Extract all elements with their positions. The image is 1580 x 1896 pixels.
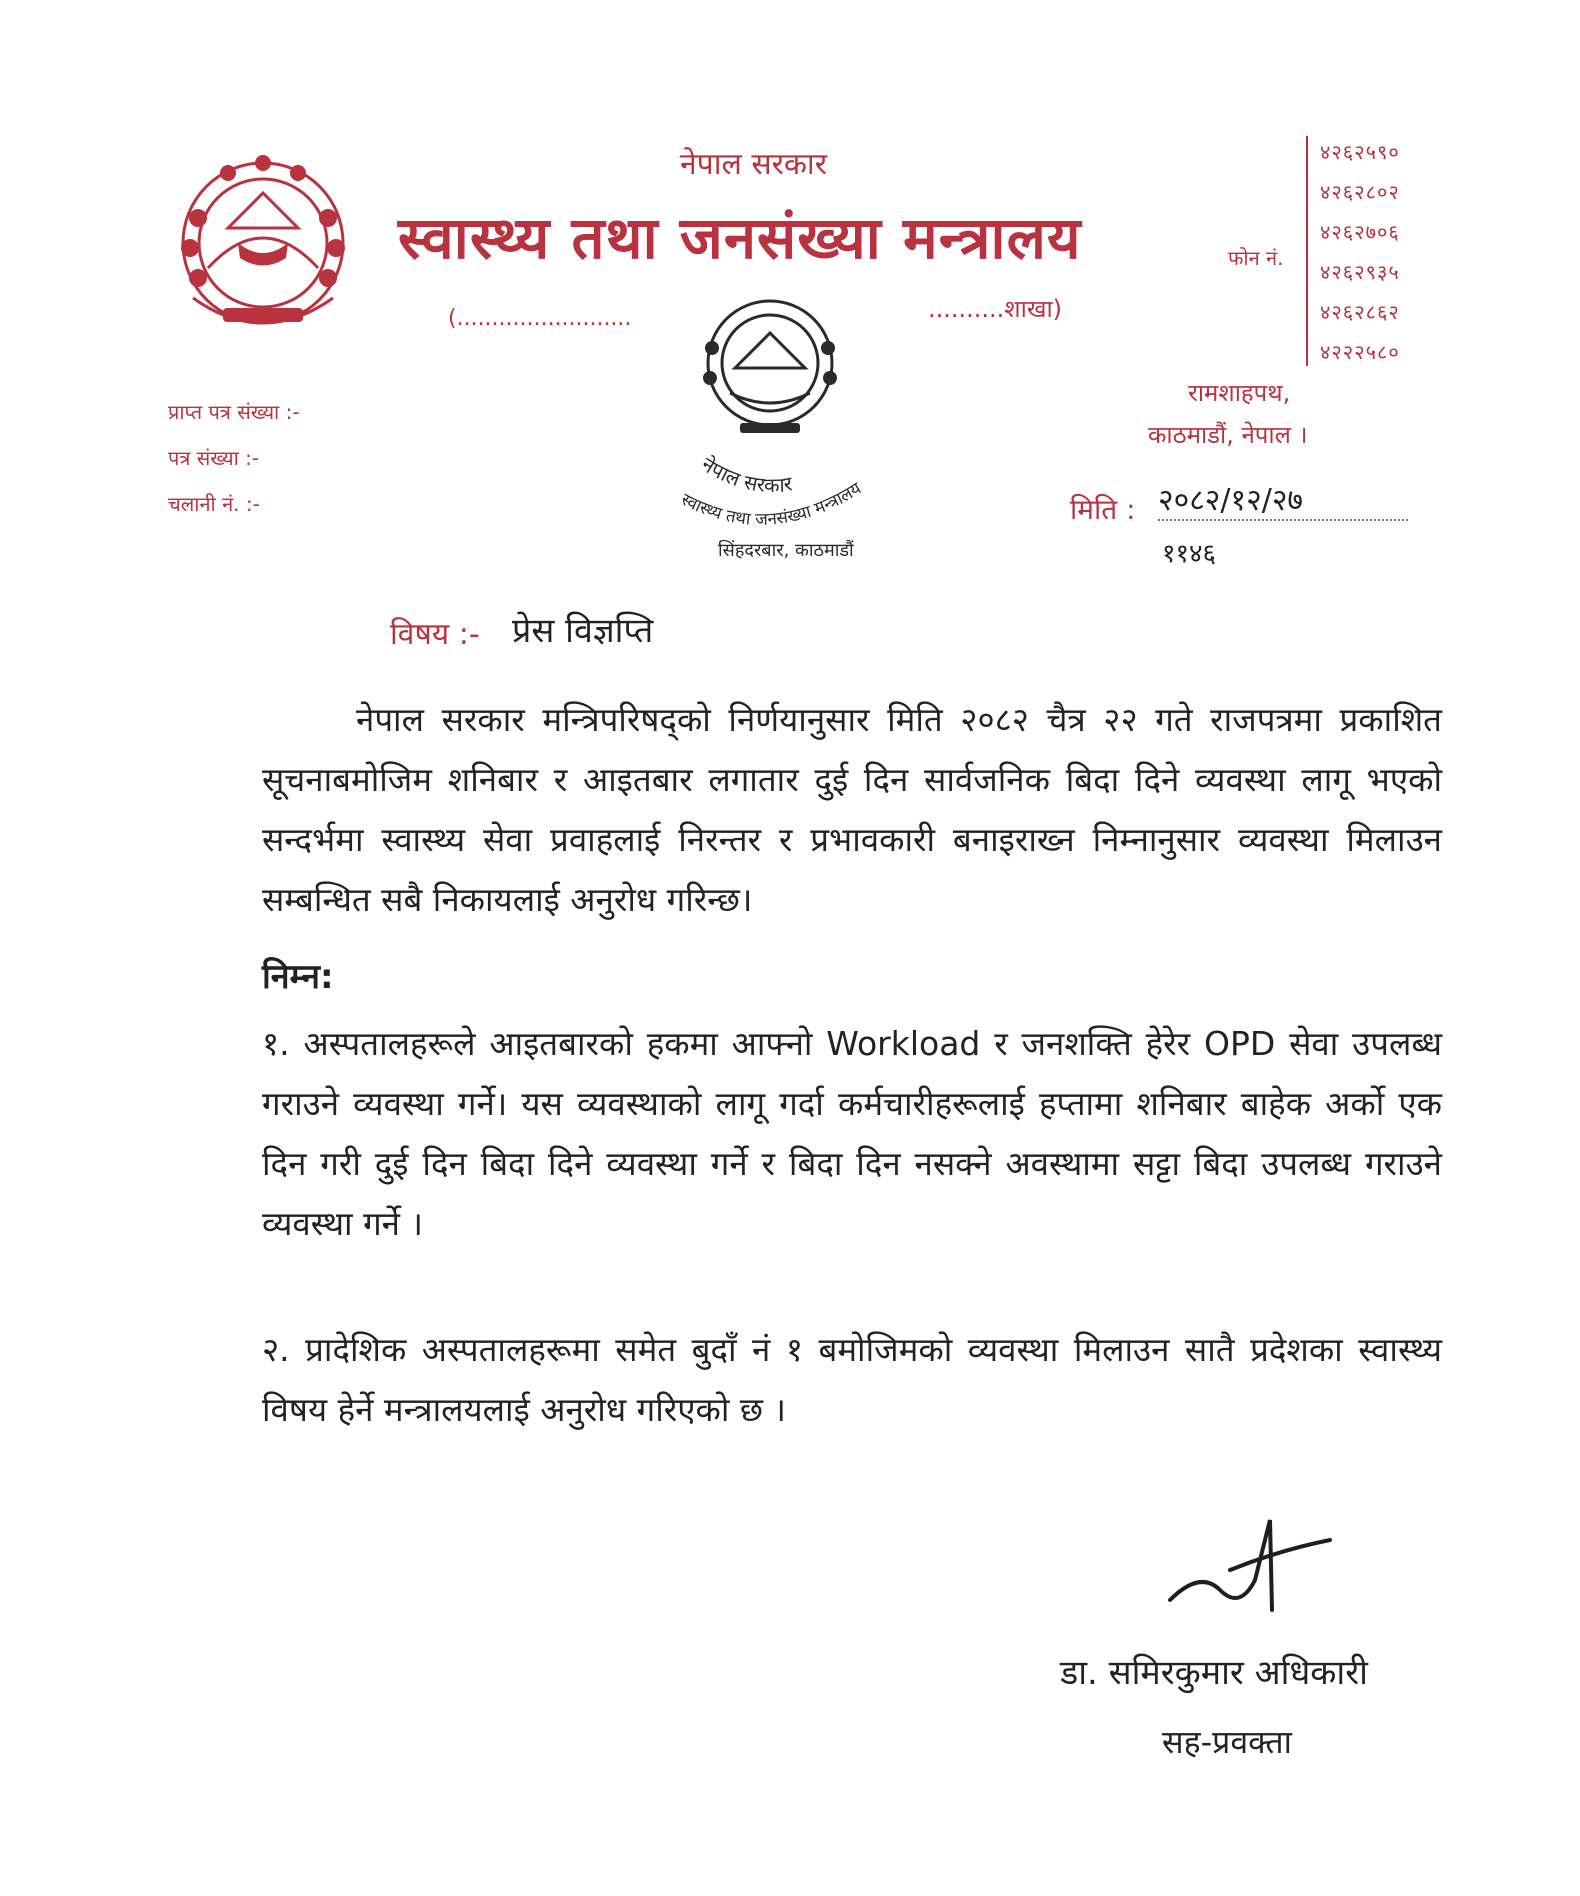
point-1: १. अस्पतालहरूले आइतबारको हकमा आफ्नो Workload र जनशक्ति हेरेर OPD सेवा उपलब्ध गराउने व्यवस्था गर्ने। यस व्यवस्थाको लागू गर्दा कर्मचारीहरूलाई हप्तामा शनिबार बाहेक अर्को एक दिन गरी दुई दिन बिदा दिने व्यवस्था गर्ने र बिदा दिन नसक्ने अवस्थामा सट्टा बिदा उपलब्ध गराउने व्यवस्था गर्ने ।: [262, 1024, 1442, 1243]
address-line-2: काठमाडौं, नेपाल ।: [1148, 421, 1308, 449]
phone-number: ४२६२८६२: [1320, 300, 1400, 324]
phone-number: ४२६२७०६: [1320, 220, 1400, 244]
signature-icon: [1160, 1510, 1340, 1620]
branch-field-right: ..........शाखा): [928, 295, 1063, 323]
date-value: २०८२/१२/२७: [1158, 478, 1408, 521]
dispatch-value: ११४६: [1162, 539, 1217, 569]
point-2: २. प्रादेशिक अस्पतालहरूमा समेत बुदाँ नं १ बमोजिमको व्यवस्था मिलाउन सातै प्रदेशका स्वास्थ्य विषय हेर्ने मन्त्रालयलाई अनुरोध गरिएको छ ।: [262, 1330, 1442, 1429]
ministry-name: स्वास्थ्य तथा जनसंख्या मन्त्रालय: [398, 204, 1082, 272]
signatory-title: सह-प्रवक्ता: [1162, 1723, 1292, 1761]
phone-number: ४२६२८०२: [1320, 180, 1400, 204]
date-label: मिति :: [1070, 493, 1136, 526]
phone-number: ४२२२५८०: [1320, 340, 1400, 364]
letter-number: पत्र संख्या :-: [168, 446, 260, 470]
address-line-1: रामशाहपथ,: [1188, 379, 1291, 407]
seal-line-3: सिंहदरबार, काठमाडौं: [718, 540, 854, 561]
phone-divider: [1306, 136, 1418, 366]
signatory-name: डा. समिरकुमार अधिकारी: [1060, 1653, 1368, 1693]
subject-label: विषय :-: [390, 617, 480, 652]
subject-text: प्रेस विज्ञप्ति: [512, 611, 654, 651]
phone-label: फोन नं.: [1228, 246, 1284, 270]
nepal-emblem-icon: [168, 148, 358, 343]
dispatch-number: चलानी नं. :-: [168, 492, 260, 516]
ministry-seal-icon: [640, 288, 930, 568]
phone-number: ४२६२९३५: [1320, 260, 1400, 284]
list-heading: निम्न:: [262, 957, 334, 997]
seal-line-1: नेपाल सरकार: [697, 451, 794, 498]
branch-field-left: (.........................: [448, 306, 632, 331]
phone-number: ४२६२५९०: [1320, 140, 1400, 164]
intro-paragraph: नेपाल सरकार मन्त्रिपरिषद्को निर्णयानुसार मिति २०८२ चैत्र २२ गते राजपत्रमा प्रकाशित सूचनाबमोजिम शनिबार र आइतबार लगातार दुई दिन सार्वजनिक बिदा दिने व्यवस्था लागू भएको सन्दर्भमा स्वास्थ्य सेवा प्रवाहलाई निरन्तर र प्रभावकारी बनाइराख्न निम्नानुसार व्यवस्था मिलाउन सम्बन्धित सबै निकायलाई अनुरोध गरिन्छ।: [262, 700, 1442, 919]
received-letter-number: प्राप्त पत्र संख्या :-: [168, 400, 300, 424]
svg-text:नेपाल सरकार: [697, 452, 794, 497]
government-name: नेपाल सरकार: [680, 147, 827, 182]
seal-line-2: स्वास्थ्य तथा जनसंख्या मन्त्रालय: [677, 478, 866, 530]
